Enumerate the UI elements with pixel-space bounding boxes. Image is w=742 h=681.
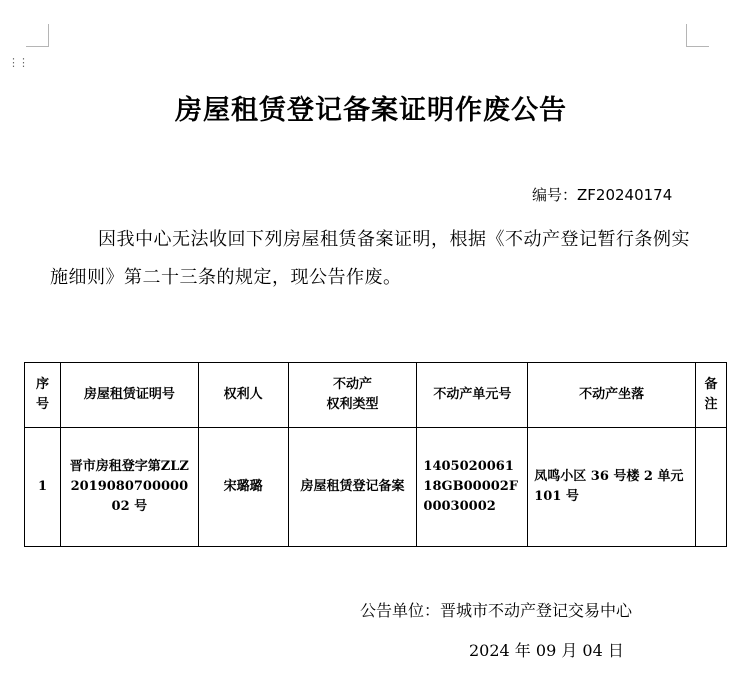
crop-mark-top-right xyxy=(686,24,709,47)
cell-remark xyxy=(695,428,726,547)
cell-right-type: 房屋租赁登记备案 xyxy=(288,428,417,547)
drag-handle-icon[interactable]: ⋮⋮ xyxy=(8,56,28,69)
header-cert-no: 房屋租赁证明号 xyxy=(60,363,198,428)
cell-unit-no: 140502006118GB00002F00030002 xyxy=(417,428,528,547)
cell-cert-no: 晋市房租登字第ZLZ201908070000002 号 xyxy=(60,428,198,547)
cell-seq: 1 xyxy=(25,428,61,547)
header-right-type-line1: 不动产 xyxy=(333,377,373,392)
issuer: 公告单位：晋城市不动产登记交易中心 xyxy=(360,601,633,620)
header-right-type-line2: 权利类型 xyxy=(326,397,379,412)
announcement-body: 因我中心无法收回下列房屋租赁备案证明，根据《不动产登记暂行条例实施细则》第二十三条的规定，现公告作废。 xyxy=(50,229,690,288)
header-unit-no: 不动产单元号 xyxy=(417,363,528,428)
crop-mark-top-left xyxy=(26,24,49,47)
header-location: 不动产坐落 xyxy=(528,363,696,428)
header-right-type xyxy=(288,363,417,428)
header-remark: 备注 xyxy=(695,363,726,428)
cell-location: 凤鸣小区 36 号楼 2 单元 101 号 xyxy=(528,428,696,547)
document-title: 房屋租赁登记备案证明作废公告 xyxy=(175,95,567,126)
cancelled-certificates-table xyxy=(24,362,727,547)
table-header-row xyxy=(25,363,727,428)
cell-holder: 宋璐璐 xyxy=(198,428,288,547)
issue-date: 2024 年 09 月 04 日 xyxy=(469,641,624,660)
document-number: 编号：ZF20240174 xyxy=(532,186,673,204)
table-row xyxy=(25,428,727,547)
header-seq: 序号 xyxy=(25,363,61,428)
header-holder: 权利人 xyxy=(198,363,288,428)
